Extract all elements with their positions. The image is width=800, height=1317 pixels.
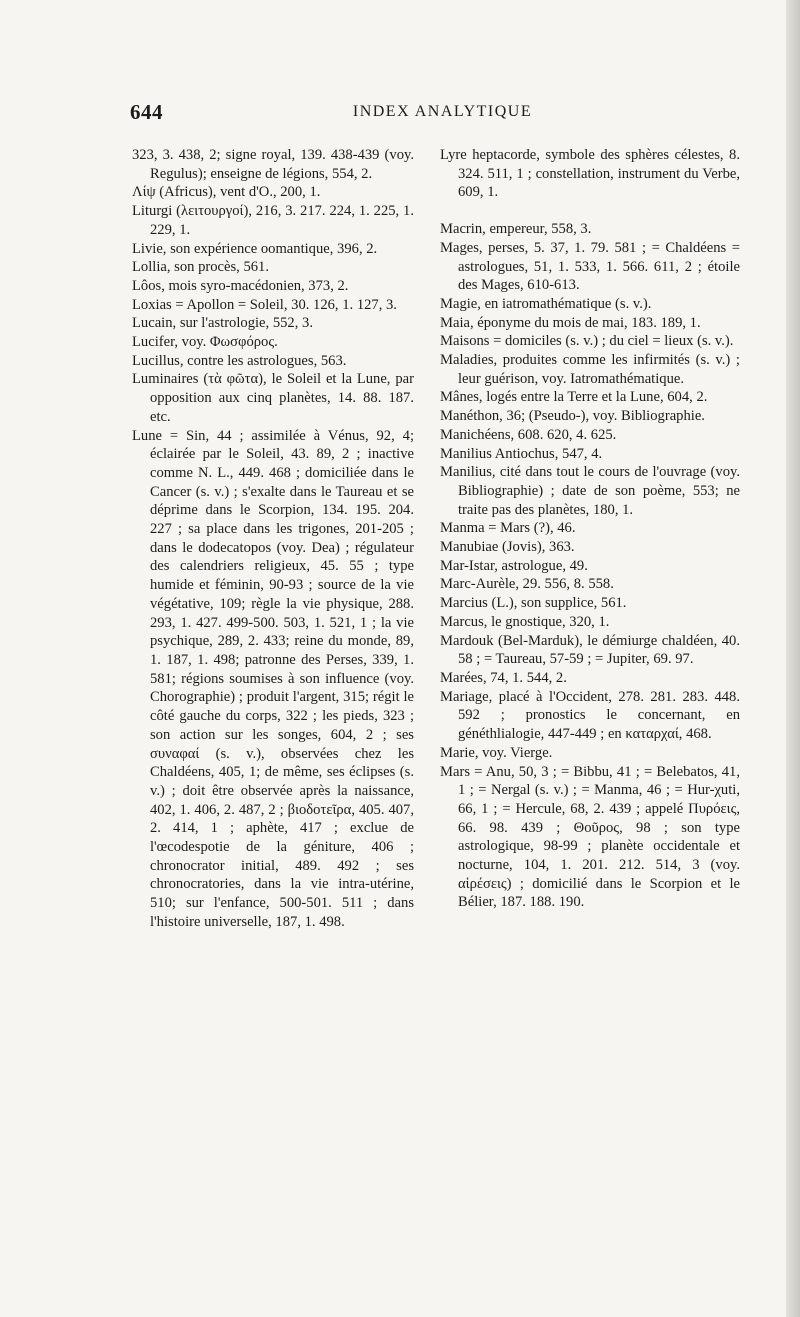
index-entry: Lollia, son procès, 561. bbox=[132, 259, 269, 276]
index-entry: Lôos, mois syro-macédonien, 373, 2. bbox=[132, 277, 349, 294]
index-entry: Liturgi (λειτουργοί), 216, 3. 217. 224, 1. 225, 1. 229, 1. bbox=[132, 203, 414, 238]
index-entry: Marcius (L.), son supplice, 561. bbox=[440, 595, 627, 612]
index-entry: Mages, perses, 5. 37, 1. 79. 581 ; = Chaldéens = astrologues, 51, 1. 533, 1. 566. 611, 2 ; étoile des Mages, 610-613. bbox=[440, 239, 740, 294]
index-entry: Mânes, logés entre la Terre et la Lune, 604, 2. bbox=[440, 389, 708, 406]
index-entry: Luminaires (τὰ φῶτα), le Soleil et la Lune, par opposition aux cinq planètes, 14. 88. 187. etc. bbox=[132, 371, 414, 425]
index-entry: Mar-Istar, astrologue, 49. bbox=[440, 557, 588, 574]
index-entry: Lucillus, contre les astrologues, 563. bbox=[132, 352, 347, 369]
index-entry: Magie, en iatromathématique (s. v.). bbox=[440, 295, 652, 312]
index-entry: Livie, son expérience oomantique, 396, 2. bbox=[132, 240, 378, 257]
index-entry: Manéthon, 36; (Pseudo-), voy. Bibliographie. bbox=[440, 408, 705, 425]
index-entry: Λίψ (Africus), vent d'O., 200, 1. bbox=[132, 184, 321, 201]
index-entry: Maisons = domiciles (s. v.) ; du ciel = lieux (s. v.). bbox=[440, 333, 734, 350]
index-entry: Maladies, produites comme les infirmités (s. v.) ; leur guérison, voy. Iatromathématique. bbox=[440, 352, 740, 387]
index-entry: Manichéens, 608. 620, 4. 625. bbox=[440, 426, 617, 443]
index-entry: Macrin, empereur, 558, 3. bbox=[440, 221, 592, 238]
index-entry: Lucifer, voy. Φωσφόρος. bbox=[132, 334, 278, 351]
index-entry: Mardouk (Bel-Marduk), le démiurge chaldéen, 40. 58 ; = Taureau, 57-59 ; = Jupiter, 69. 97. bbox=[440, 632, 740, 668]
index-entry: Maia, éponyme du mois de mai, 183. 189, 1. bbox=[440, 314, 701, 331]
index-entry: Loxias = Apollon = Soleil, 30. 126, 1. 127, 3. bbox=[132, 296, 397, 313]
right-column bbox=[440, 146, 740, 912]
page-number: 644 bbox=[130, 100, 163, 124]
index-entry: Marc-Aurèle, 29. 556, 8. 558. bbox=[440, 576, 614, 593]
index-entry: Mariage, placé à l'Occident, 278. 281. 283. 448. 592 ; pronostics le concernant, en généthlialogie, 447-449 ; en καταρχαί, 468. bbox=[440, 688, 740, 743]
index-entry: Manilius, cité dans tout le cours de l'ouvrage (voy. Bibliographie) ; date de son poème, 553; ne traite pas des planètes, 180, 1. bbox=[440, 464, 740, 518]
entry-gap bbox=[440, 202, 740, 220]
left-column bbox=[132, 146, 414, 932]
index-entry: Manilius Antiochus, 547, 4. bbox=[440, 445, 603, 462]
running-title: INDEX ANALYTIQUE bbox=[352, 103, 533, 120]
index-entry: Marées, 74, 1. 544, 2. bbox=[440, 669, 567, 686]
index-entry: Marcus, le gnostique, 320, 1. bbox=[440, 613, 610, 630]
index-entry: 323, 3. 438, 2; signe royal, 139. 438-439 (voy. Regulus); enseigne de légions, 554, 2. bbox=[132, 147, 414, 182]
index-entry: Marie, voy. Vierge. bbox=[440, 744, 553, 761]
index-entry: Manubiae (Jovis), 363. bbox=[440, 539, 575, 556]
index-entry: Lune = Sin, 44 ; assimilée à Vénus, 92, 4; éclairée par le Soleil, 43. 89, 2 ; inactive comme N. L., 449. 468 ; domiciliée dans le Cancer (s. v.) ; s'exalte dans le Taureau et se déprime dans le Scorpion, 134. 195. 204. 227 ; sa place dans les trigones, 201-205 ; dans le dodecatopos (voy. Dea) ; régulateur des calendriers religieux, 45. 55 ; type humide et féminin, 90-93 ; source de la vie végétative, 109; règle la vie physique, 288. 293, 1. 427. 499-500. 503, 1. 521, 1 ; la vie psychique, 289, 2. 433; reine du monde, 89, 1. 187, 1. 498; patronne des Perses, 339, 1. 581; régions soumises à son influence (voy. Chorographie) ; produit l'argent, 315; régit le côté gauche du corps, 322 ; les pieds, 323 ; son action sur les songes, 604, 2 ; ses συναφαί (s. v.), observées chez les Chaldéens, 405, 1; de même, ses éclipses (s. v.) ; doit être observée après la naissance, 402, 1. 406, 2. 487, 2 ; βιοδοτεῖρα, 405. 407, 2. 414, 1 ; aphète, 417 ; exclue de l'œcodespotie de la géniture, 406 ; chronocrator initial, 489. 492 ; ses chronocratories, dans la vie intra-utérine, 510; sur l'enfance, 500-501. 511 ; dans l'histoire universelle, 187, 1. 498. bbox=[132, 427, 414, 930]
index-entry: Mars = Anu, 50, 3 ; = Bibbu, 41 ; = Belebatos, 41, 1 ; = Nergal (s. v.) ; = Manma, 46 ; = Hur-χuti, 66, 1 ; = Hercule, 68, 2. 439 ; appelé Πυρόεις, 66. 98. 439 ; Θοῦρος, 98 ; son type astrologique, 98-99 ; planète occidentale et nocturne, 104, 1. 201. 212. 514, 3 (voy. αἱρέσεις) ; domicilié dans le Scorpion et le Bélier, 187. 188. 190. bbox=[440, 763, 740, 911]
page-header bbox=[130, 100, 755, 130]
index-entry: Lyre heptacorde, symbole des sphères célestes, 8. 324. 511, 1 ; constellation, instrument du Verbe, 609, 1. bbox=[440, 147, 740, 201]
page-edge bbox=[786, 0, 800, 1317]
index-entry: Manma = Mars (?), 46. bbox=[440, 520, 576, 537]
index-entry: Lucain, sur l'astrologie, 552, 3. bbox=[132, 315, 313, 332]
